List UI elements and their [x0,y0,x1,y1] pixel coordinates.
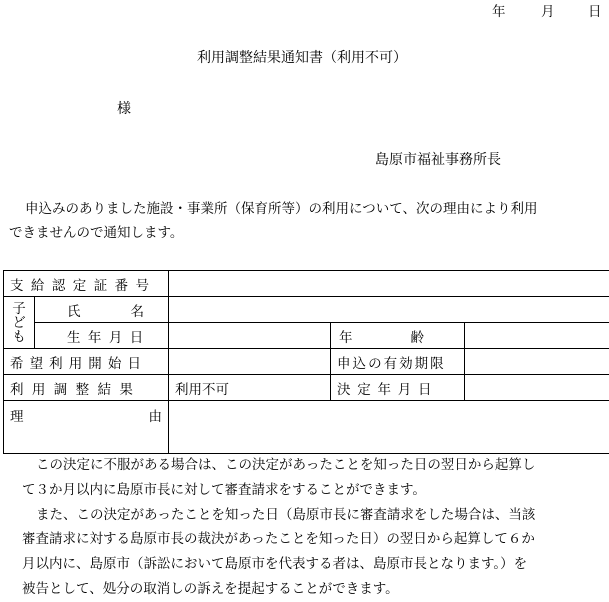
notice-p2-line-1: また、この決定があったことを知った日（島原市長に審査請求をした場合は、当該 [0,503,609,528]
cert-number-label: 支給認定証番号 [4,271,169,297]
start-date-value [169,349,331,375]
name-label-2: 名 [131,300,145,320]
recipient-suffix: 様 [117,98,131,118]
cert-number-value [169,271,609,297]
validity-value [465,349,609,375]
row-child-birth [4,323,609,349]
notice-p2-line-4: 被告として、処分の取消しの訴えを提起することができます。 [0,577,609,602]
age-value [465,323,609,349]
child-label-char-2: ど [4,316,34,330]
row-reason [4,401,609,454]
birth-value [169,323,331,349]
reason-label-2: 由 [149,405,163,425]
age-label-2: 齢 [411,326,425,346]
name-label [35,297,169,323]
result-table [3,270,609,454]
validity-label: 申込の有効期限 [331,349,465,375]
child-label-char-1: 子 [4,302,34,316]
result-label: 利用調整結果 [4,375,169,401]
notice-p2-line-3: 月以内に、島原市（訴訟において島原市を代表する者は、島原市長となります。）を [0,552,609,577]
row-cert-number [4,271,609,297]
notice-p1-line-1: この決定に不服がある場合は、この決定があったことを知った日の翌日から起算し [0,453,609,478]
row-result [4,375,609,401]
date-line [0,0,609,18]
notice-p2-line-2: 審査請求に対する島原市長の裁決があったことを知った日）の翌日から起算して６か [0,527,609,552]
date-year: 年 [492,0,506,20]
age-label [331,323,465,349]
date-day: 日 [588,0,602,20]
intro-line-2: できませんので通知します。 [0,221,609,245]
child-label-char-3: も [4,330,34,344]
appeal-notice [0,453,609,602]
reason-value [169,401,609,454]
issuer-name: 島原市福祉事務所長 [375,149,501,169]
reason-label [4,401,169,454]
start-date-label: 希望利用開始日 [4,349,169,375]
result-value: 利用不可 [169,375,331,401]
row-start-date [4,349,609,375]
name-value [169,297,609,323]
child-label [4,297,35,349]
decision-date-value [465,375,609,401]
intro-line-1: 申込みのありました施設・事業所（保育所等）の利用について、次の理由により利用 [0,197,609,221]
birth-label-text: 生年月日 [67,330,151,346]
birth-label [35,323,169,349]
intro-paragraph [0,197,609,245]
reason-label-1: 理 [10,405,24,425]
name-label-1: 氏 [67,300,81,320]
decision-date-label: 決定年月日 [331,375,465,401]
date-month: 月 [541,0,555,20]
page-title: 利用調整結果通知書（利用不可） [197,47,407,67]
age-label-1: 年 [339,326,353,346]
row-child-name [4,297,609,323]
notice-p1-line-2: て３か月以内に島原市長に対して審査請求をすることができます。 [0,478,609,503]
